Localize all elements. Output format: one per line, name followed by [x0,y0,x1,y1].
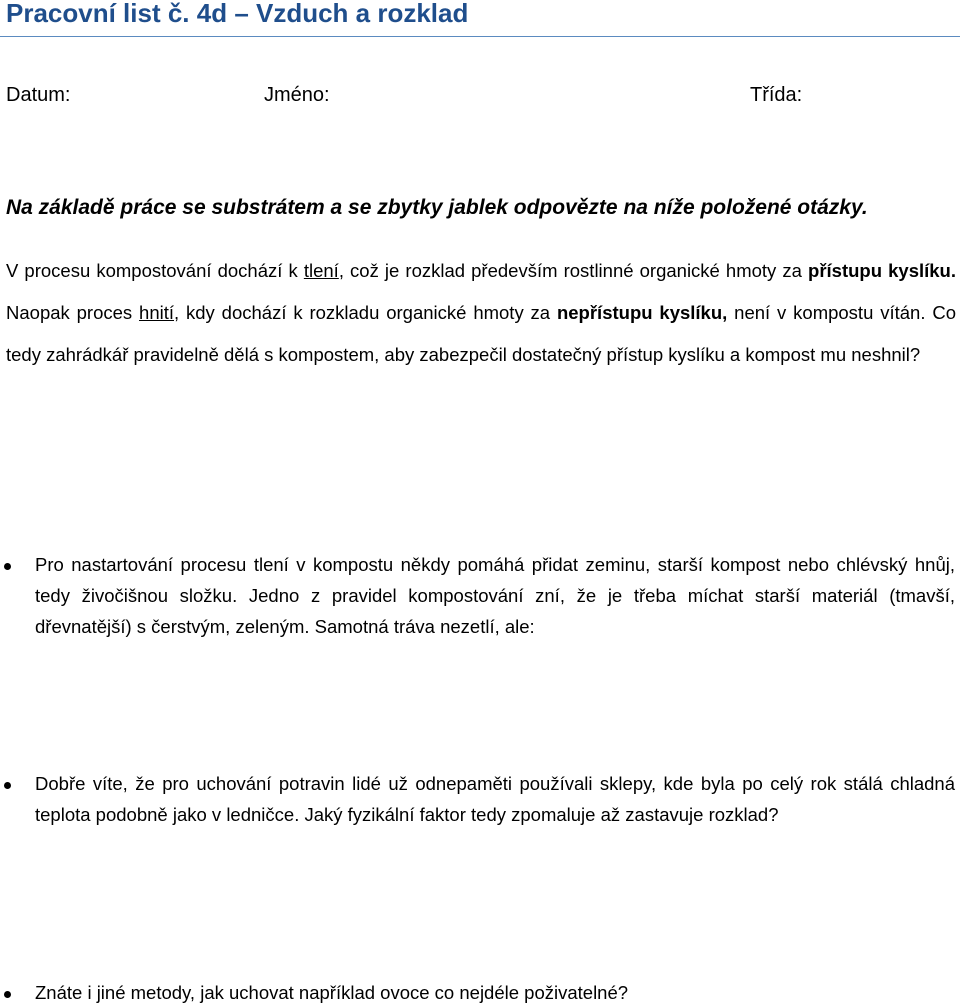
date-label: Datum: [6,84,71,106]
term-tleni: tlení [303,260,339,281]
class-label: Třída: [750,84,803,106]
paragraph-text: V procesu kompostování dochází k [6,260,304,281]
question-item: Dobře víte, že pro uchování potravin lidé už odnepaměti používali sklepy, kde byla po celý rok stálá chladná teplota podobně jako v ledničce. Jaký fyzikální faktor tedy zpomaluje až zastavuje rozklad? [35,773,955,825]
bullet-icon [4,782,11,789]
paragraph-text: není v kompostu vítán. Co tedy zahrádkář pravidelně dělá s kompostem, aby zabezpečil dostatečný přístup kyslíku a kompost mu neshnil? [6,302,956,365]
title-underline [0,36,960,37]
bullet-icon [4,563,11,570]
paragraph-text: , kdy dochází k rozkladu organické hmoty za [174,302,557,323]
name-label: Jméno: [264,84,330,106]
term-hniti: hnití [139,302,174,323]
worksheet-title: Pracovní list č. 4d – Vzduch a rozklad [6,0,469,28]
bullet-icon [4,991,11,998]
paragraph-text: Naopak proces [6,302,140,323]
paragraph-text: , což je rozklad především rostlinné organické hmoty za [338,260,809,281]
intro-instruction: Na základě práce se substrátem a se zbytky jablek odpovězte na níže položené otázky. [6,196,868,219]
intro-paragraph [6,250,956,376]
question-item: Znáte i jiné metody, jak uchovat například ovoce co nejdéle poživatelné? [35,982,629,1003]
question-item: Pro nastartování procesu tlení v kompostu někdy pomáhá přidat zeminu, starší kompost nebo chlévský hnůj, tedy živočišnou složku. Jedno z pravidel kompostování zní, že je třeba míchat starší materiál (tmavší, dřevnatější) s čerstvým, zeleným. Samotná tráva nezetlí, ale: [35,554,955,637]
term-nepristup-kysliku: nepřístupu kyslíku, [556,302,728,323]
term-pristup-kysliku: přístupu kyslíku. [808,260,956,281]
